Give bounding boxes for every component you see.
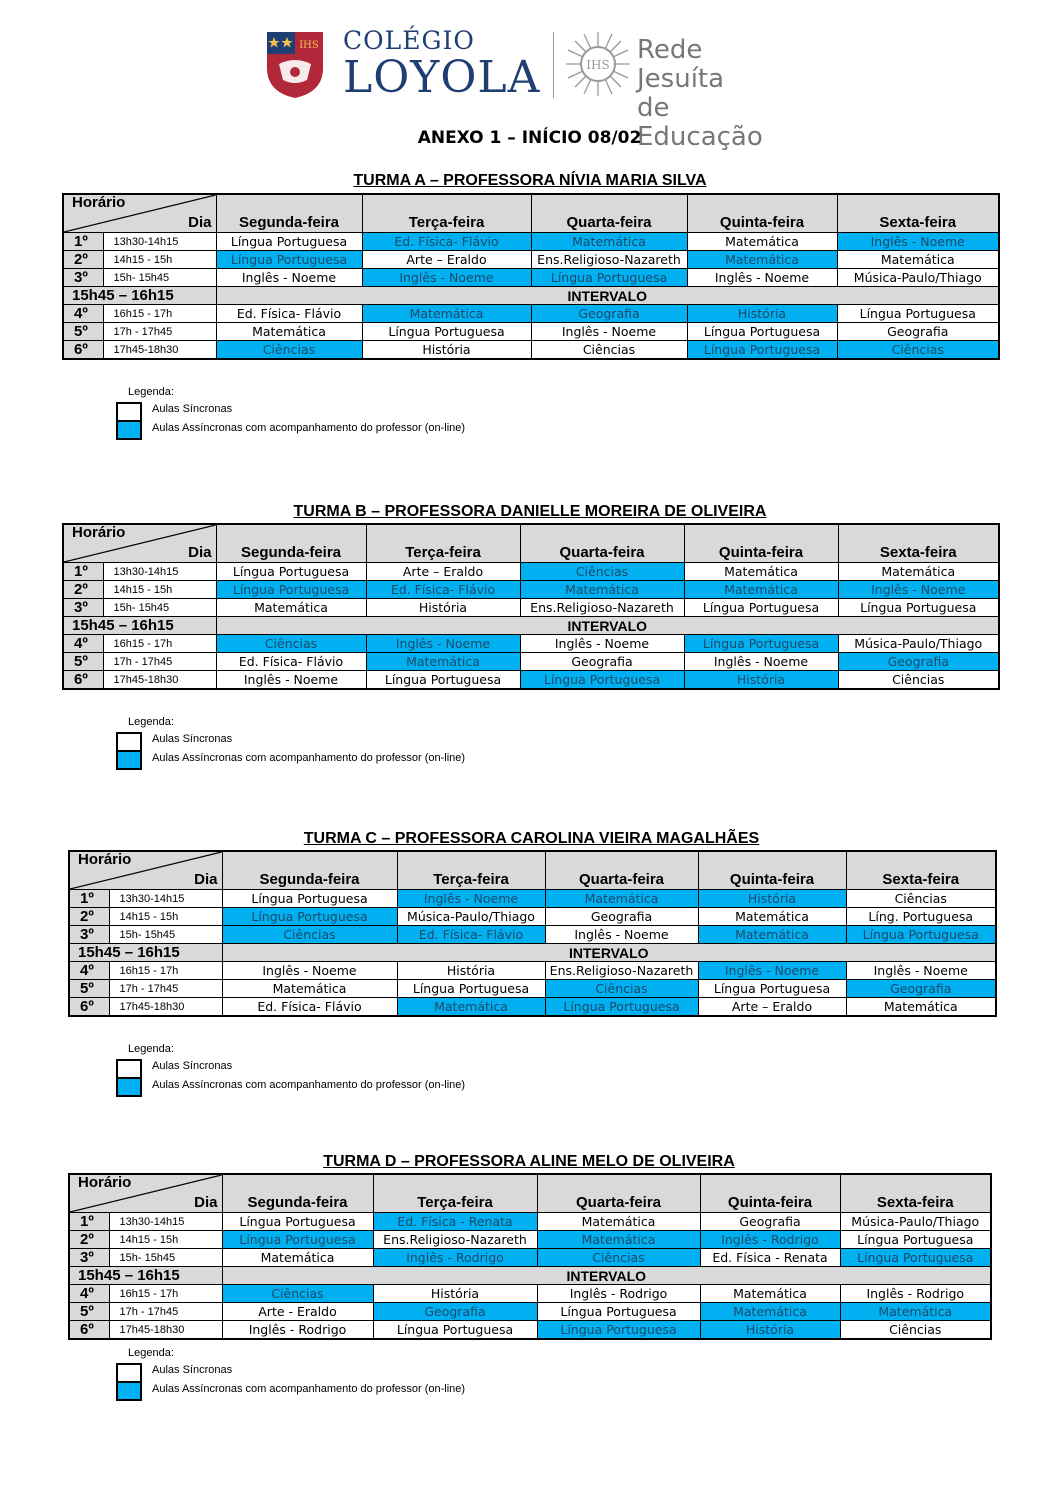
async-class-cell: Inglês - Noeme	[837, 233, 999, 251]
network-line1: Rede Jesuíta	[637, 35, 725, 94]
class-period-row	[63, 563, 999, 581]
sync-class-cell: Matemática	[684, 563, 838, 581]
async-legend-text: Aulas Assíncronas com acompanhamento do professor (on-line)	[152, 1079, 466, 1091]
sync-class-cell: Líng. Portuguesa	[846, 908, 996, 926]
day-header: Terça-feira	[373, 1174, 537, 1213]
period-number: 4º	[69, 1285, 109, 1303]
interval-time: 15h45 – 16h15	[63, 617, 216, 635]
period-time: 16h15 - 17h	[109, 1285, 222, 1303]
day-header: Segunda-feira	[216, 194, 362, 233]
sync-class-cell: Inglês - Noeme	[684, 653, 838, 671]
sync-class-cell: História	[362, 341, 531, 360]
sync-class-cell: História	[366, 599, 520, 617]
async-class-cell: História	[700, 1321, 840, 1340]
async-legend-text: Aulas Assíncronas com acompanhamento do professor (on-line)	[152, 752, 466, 764]
period-time: 14h15 - 15h	[109, 1231, 222, 1249]
period-number: 5º	[69, 1303, 109, 1321]
interval-label: INTERVALO	[222, 1267, 991, 1285]
sync-legend-text: Aulas Síncronas	[152, 403, 233, 415]
sync-class-cell: Ciências	[846, 890, 996, 908]
day-header: Quarta-feira	[531, 194, 687, 233]
sync-class-cell: Matemática	[687, 233, 837, 251]
day-header: Sexta-feira	[838, 524, 999, 563]
sync-class-cell: Ciências	[838, 671, 999, 690]
async-class-cell: Matemática	[684, 581, 838, 599]
sync-class-cell: Língua Portuguesa	[837, 305, 999, 323]
period-number: 5º	[63, 653, 103, 671]
sync-class-cell: Música-Paulo/Thiago	[837, 269, 999, 287]
sync-class-cell: Inglês - Noeme	[216, 269, 362, 287]
async-class-cell: Matemática	[397, 998, 545, 1017]
async-class-cell: Inglês - Noeme	[838, 581, 999, 599]
sync-class-cell: Matemática	[216, 323, 362, 341]
sync-class-cell: Arte – Eraldo	[362, 251, 531, 269]
sync-class-cell: Língua Portuguesa	[222, 890, 397, 908]
period-number: 2º	[69, 908, 109, 926]
sync-class-cell: Ed. Física - Renata	[700, 1249, 840, 1267]
period-number: 5º	[63, 323, 103, 341]
sync-class-cell: Ed. Física- Flávio	[216, 653, 366, 671]
period-time: 14h15 - 15h	[109, 908, 222, 926]
async-class-cell: Ciências	[222, 1285, 373, 1303]
interval-row	[69, 1267, 991, 1285]
period-time: 16h15 - 17h	[103, 305, 216, 323]
jesuit-sun-icon	[564, 30, 632, 98]
sync-class-cell: Ens.Religioso-Nazareth	[520, 599, 684, 617]
async-class-cell: Ciências	[837, 341, 999, 360]
sync-class-cell: Inglês - Noeme	[687, 269, 837, 287]
day-header: Segunda-feira	[216, 524, 366, 563]
period-time: 17h - 17h45	[109, 980, 222, 998]
period-time: 14h15 - 15h	[103, 581, 216, 599]
document-title: ANEXO 1 – INÍCIO 08/02	[417, 128, 642, 148]
async-class-cell: Língua Portuguesa	[545, 998, 698, 1017]
async-class-cell: Ciências	[520, 563, 684, 581]
sync-class-cell: Arte - Eraldo	[222, 1303, 373, 1321]
day-header: Terça-feira	[362, 194, 531, 233]
period-number: 3º	[69, 926, 109, 944]
period-time: 13h30-14h15	[103, 233, 216, 251]
sync-class-cell: Ed. Física- Flávio	[216, 305, 362, 323]
school-name	[343, 26, 541, 103]
sync-class-cell: Matemática	[222, 980, 397, 998]
async-class-cell: Matemática	[840, 1303, 991, 1321]
sync-class-cell: Inglês - Rodrigo	[537, 1285, 700, 1303]
async-class-cell: Língua Portuguesa	[684, 635, 838, 653]
period-number: 1º	[63, 233, 103, 251]
sync-swatch	[116, 732, 142, 752]
day-header: Quinta-feira	[700, 1174, 840, 1213]
period-time: 17h - 17h45	[109, 1303, 222, 1321]
class-period-row	[69, 980, 996, 998]
period-number: 6º	[63, 671, 103, 690]
period-time: 17h - 17h45	[103, 653, 216, 671]
interval-row	[63, 287, 999, 305]
async-class-cell: Matemática	[687, 251, 837, 269]
async-swatch	[116, 750, 142, 770]
async-class-cell: Língua Portuguesa	[222, 908, 397, 926]
async-class-cell: Língua Portuguesa	[520, 671, 684, 690]
legend-title: Legenda:	[128, 1347, 174, 1359]
sync-class-cell: Ens.Religioso-Nazareth	[545, 962, 698, 980]
horario-dia-corner	[69, 1174, 222, 1213]
async-swatch	[116, 420, 142, 440]
day-header: Segunda-feira	[222, 1174, 373, 1213]
day-header: Quarta-feira	[520, 524, 684, 563]
legend-title: Legenda:	[128, 386, 174, 398]
horario-dia-corner	[69, 851, 222, 890]
sync-class-cell: Língua Portuguesa	[362, 323, 531, 341]
turma-title: TURMA A – PROFESSORA NÍVIA MARIA SILVA	[353, 172, 707, 189]
horario-dia-corner	[63, 194, 216, 233]
sync-legend-text: Aulas Síncronas	[152, 733, 233, 745]
sync-class-cell: Inglês - Noeme	[520, 635, 684, 653]
sync-class-cell: Ciências	[531, 341, 687, 360]
day-header: Quarta-feira	[537, 1174, 700, 1213]
class-period-row	[69, 890, 996, 908]
day-header: Sexta-feira	[840, 1174, 991, 1213]
interval-time: 15h45 – 16h15	[63, 287, 216, 305]
async-class-cell: Língua Portuguesa	[216, 251, 362, 269]
period-time: 17h45-18h30	[109, 1321, 222, 1340]
period-number: 6º	[63, 341, 103, 360]
horario-label: Horário	[78, 851, 132, 868]
sync-class-cell: Música-Paulo/Thiago	[397, 908, 545, 926]
sync-class-cell: Inglês - Noeme	[216, 671, 366, 690]
shield-crest-icon	[265, 30, 325, 100]
schedule-table	[68, 1173, 992, 1340]
dia-label: Dia	[194, 871, 218, 888]
period-time: 15h- 15h45	[109, 926, 222, 944]
header-row	[69, 1174, 991, 1213]
async-class-cell: Língua Portuguesa	[687, 341, 837, 360]
period-number: 3º	[69, 1249, 109, 1267]
async-class-cell: Matemática	[531, 233, 687, 251]
schedule-table	[68, 850, 997, 1017]
sync-class-cell: Matemática	[698, 908, 846, 926]
sync-class-cell: Língua Portuguesa	[838, 599, 999, 617]
async-class-cell: Matemática	[366, 653, 520, 671]
async-class-cell: Língua Portuguesa	[531, 269, 687, 287]
sync-class-cell: Língua Portuguesa	[366, 671, 520, 690]
sync-swatch	[116, 1059, 142, 1079]
schedule-table	[62, 523, 1000, 690]
class-period-row	[69, 962, 996, 980]
interval-time: 15h45 – 16h15	[69, 944, 222, 962]
sync-class-cell: Ens.Religioso-Nazareth	[373, 1231, 537, 1249]
async-class-cell: Inglês - Rodrigo	[373, 1249, 537, 1267]
class-period-row	[63, 269, 999, 287]
horario-label: Horário	[72, 524, 126, 541]
async-class-cell: Ciências	[216, 341, 362, 360]
async-class-cell: História	[684, 671, 838, 690]
sync-class-cell: Língua Portuguesa	[222, 1213, 373, 1231]
sync-class-cell: Língua Portuguesa	[537, 1303, 700, 1321]
interval-label: INTERVALO	[216, 617, 999, 635]
sync-class-cell: Inglês - Noeme	[531, 323, 687, 341]
async-class-cell: Língua Portuguesa	[846, 926, 996, 944]
day-header: Terça-feira	[397, 851, 545, 890]
class-period-row	[69, 1303, 991, 1321]
class-period-row	[69, 926, 996, 944]
period-number: 4º	[69, 962, 109, 980]
period-number: 6º	[69, 1321, 109, 1340]
header-row	[69, 851, 996, 890]
period-number: 6º	[69, 998, 109, 1017]
period-time: 16h15 - 17h	[109, 962, 222, 980]
async-legend-text: Aulas Assíncronas com acompanhamento do professor (on-line)	[152, 1383, 466, 1395]
sync-class-cell: Língua Portuguesa	[687, 323, 837, 341]
class-period-row	[63, 251, 999, 269]
async-class-cell: Ciências	[216, 635, 366, 653]
class-period-row	[69, 1231, 991, 1249]
sync-class-cell: História	[397, 962, 545, 980]
legend-title: Legenda:	[128, 1043, 174, 1055]
sync-class-cell: Inglês - Rodrigo	[222, 1321, 373, 1340]
period-number: 2º	[63, 251, 103, 269]
horario-label: Horário	[78, 1174, 132, 1191]
dia-label: Dia	[188, 214, 212, 231]
class-period-row	[69, 1321, 991, 1340]
period-number: 1º	[69, 1213, 109, 1231]
sync-class-cell: Língua Portuguesa	[216, 233, 362, 251]
logo-line2: LOYOLA	[343, 52, 541, 103]
class-period-row	[63, 653, 999, 671]
class-period-row	[69, 1213, 991, 1231]
sync-class-cell: História	[373, 1285, 537, 1303]
period-number: 1º	[63, 563, 103, 581]
async-class-cell: Língua Portuguesa	[840, 1249, 991, 1267]
sync-swatch	[116, 402, 142, 422]
async-class-cell: Língua Portuguesa	[222, 1231, 373, 1249]
period-time: 15h- 15h45	[109, 1249, 222, 1267]
sync-class-cell: Língua Portuguesa	[684, 599, 838, 617]
class-period-row	[69, 1285, 991, 1303]
async-class-cell: Inglês - Noeme	[397, 890, 545, 908]
async-class-cell: Ed. Física- Flávio	[397, 926, 545, 944]
class-period-row	[63, 305, 999, 323]
async-class-cell: Ed. Física- Flávio	[362, 233, 531, 251]
sync-class-cell: Geografia	[520, 653, 684, 671]
class-period-row	[69, 1249, 991, 1267]
sync-class-cell: Matemática	[222, 1249, 373, 1267]
async-class-cell: Ciências	[222, 926, 397, 944]
class-period-row	[63, 233, 999, 251]
class-period-row	[69, 998, 996, 1017]
day-header: Quinta-feira	[684, 524, 838, 563]
period-time: 17h45-18h30	[109, 998, 222, 1017]
logo-line1: COLÉGIO	[343, 26, 475, 55]
async-class-cell: Inglês - Rodrigo	[700, 1231, 840, 1249]
header-row	[63, 524, 999, 563]
period-time: 13h30-14h15	[103, 563, 216, 581]
sync-class-cell: Matemática	[846, 998, 996, 1017]
svg-text:IHS: IHS	[299, 40, 319, 51]
sync-class-cell: Inglês - Rodrigo	[840, 1285, 991, 1303]
async-legend-text: Aulas Assíncronas com acompanhamento do professor (on-line)	[152, 422, 466, 434]
schedule-table	[62, 193, 1000, 360]
sync-class-cell: Inglês - Noeme	[846, 962, 996, 980]
interval-row	[63, 617, 999, 635]
async-class-cell: Ciências	[545, 980, 698, 998]
sync-class-cell: Inglês - Noeme	[545, 926, 698, 944]
day-header: Quarta-feira	[545, 851, 698, 890]
dia-label: Dia	[188, 544, 212, 561]
period-number: 2º	[63, 581, 103, 599]
sync-class-cell: Música-Paulo/Thiago	[838, 635, 999, 653]
sync-class-cell: Matemática	[700, 1285, 840, 1303]
async-class-cell: Matemática	[698, 926, 846, 944]
horario-label: Horário	[72, 194, 126, 211]
class-period-row	[63, 323, 999, 341]
sync-class-cell: Ed. Física- Flávio	[222, 998, 397, 1017]
async-class-cell: Ed. Física - Renata	[373, 1213, 537, 1231]
period-time: 17h - 17h45	[103, 323, 216, 341]
period-number: 5º	[69, 980, 109, 998]
async-class-cell: Ciências	[537, 1249, 700, 1267]
day-header: Sexta-feira	[837, 194, 999, 233]
async-class-cell: Geografia	[373, 1303, 537, 1321]
day-header: Terça-feira	[366, 524, 520, 563]
sync-class-cell: Língua Portuguesa	[216, 563, 366, 581]
sync-class-cell: Matemática	[216, 599, 366, 617]
period-time: 13h30-14h15	[109, 1213, 222, 1231]
period-number: 3º	[63, 269, 103, 287]
sync-class-cell: Arte – Eraldo	[698, 998, 846, 1017]
period-time: 17h45-18h30	[103, 341, 216, 360]
interval-label: INTERVALO	[216, 287, 999, 305]
async-class-cell: Geografia	[531, 305, 687, 323]
day-header: Sexta-feira	[846, 851, 996, 890]
period-time: 16h15 - 17h	[103, 635, 216, 653]
async-class-cell: Língua Portuguesa	[537, 1321, 700, 1340]
legend-title: Legenda:	[128, 716, 174, 728]
period-time: 15h- 15h45	[103, 599, 216, 617]
period-time: 17h45-18h30	[103, 671, 216, 690]
async-class-cell: Geografia	[846, 980, 996, 998]
sync-class-cell: Arte – Eraldo	[366, 563, 520, 581]
async-class-cell: Matemática	[545, 890, 698, 908]
class-period-row	[63, 635, 999, 653]
async-swatch	[116, 1077, 142, 1097]
async-class-cell: Inglês - Noeme	[698, 962, 846, 980]
interval-time: 15h45 – 16h15	[69, 1267, 222, 1285]
turma-title: TURMA D – PROFESSORA ALINE MELO DE OLIVEIRA	[323, 1153, 735, 1170]
async-class-cell: Geografia	[838, 653, 999, 671]
async-class-cell: História	[687, 305, 837, 323]
interval-label: INTERVALO	[222, 944, 996, 962]
async-swatch	[116, 1381, 142, 1401]
day-header: Quinta-feira	[698, 851, 846, 890]
sync-class-cell: Ens.Religioso-Nazareth	[531, 251, 687, 269]
async-class-cell: Inglês - Noeme	[366, 635, 520, 653]
class-period-row	[63, 599, 999, 617]
turma-title: TURMA B – PROFESSORA DANIELLE MOREIRA DE OLIVEIRA	[293, 503, 767, 520]
sync-class-cell: Língua Portuguesa	[840, 1231, 991, 1249]
sync-class-cell: Língua Portuguesa	[397, 980, 545, 998]
period-time: 15h- 15h45	[103, 269, 216, 287]
period-number: 3º	[63, 599, 103, 617]
class-period-row	[69, 908, 996, 926]
class-period-row	[63, 581, 999, 599]
sync-class-cell: Ciências	[840, 1321, 991, 1340]
period-number: 1º	[69, 890, 109, 908]
sync-class-cell: Geografia	[700, 1213, 840, 1231]
turma-title: TURMA C – PROFESSORA CAROLINA VIEIRA MAGALHÃES	[303, 830, 760, 847]
class-period-row	[63, 671, 999, 690]
sync-class-cell: Inglês - Noeme	[222, 962, 397, 980]
sync-legend-text: Aulas Síncronas	[152, 1060, 233, 1072]
async-class-cell: Ed. Física- Flávio	[366, 581, 520, 599]
period-time: 13h30-14h15	[109, 890, 222, 908]
async-class-cell: Inglês - Noeme	[362, 269, 531, 287]
period-number: 4º	[63, 635, 103, 653]
sync-class-cell: Língua Portuguesa	[698, 980, 846, 998]
sync-legend-text: Aulas Síncronas	[152, 1364, 233, 1376]
interval-row	[69, 944, 996, 962]
async-class-cell: Matemática	[537, 1231, 700, 1249]
sync-swatch	[116, 1363, 142, 1383]
async-class-cell: Matemática	[700, 1303, 840, 1321]
sync-class-cell: Língua Portuguesa	[373, 1321, 537, 1340]
async-class-cell: Língua Portuguesa	[216, 581, 366, 599]
network-line2: de Educação	[637, 93, 763, 152]
horario-dia-corner	[63, 524, 216, 563]
period-number: 4º	[63, 305, 103, 323]
header-row	[63, 194, 999, 233]
period-number: 2º	[69, 1231, 109, 1249]
async-class-cell: Matemática	[362, 305, 531, 323]
async-class-cell: Matemática	[520, 581, 684, 599]
async-class-cell: História	[698, 890, 846, 908]
class-period-row	[63, 341, 999, 360]
logo-divider	[553, 32, 554, 98]
sync-class-cell: Geografia	[545, 908, 698, 926]
sync-class-cell: Música-Paulo/Thiago	[840, 1213, 991, 1231]
sync-class-cell: Matemática	[838, 563, 999, 581]
sync-class-cell: Matemática	[537, 1213, 700, 1231]
sync-class-cell: Geografia	[837, 323, 999, 341]
period-time: 14h15 - 15h	[103, 251, 216, 269]
day-header: Quinta-feira	[687, 194, 837, 233]
dia-label: Dia	[194, 1194, 218, 1211]
svg-text:IHS: IHS	[586, 58, 610, 72]
day-header: Segunda-feira	[222, 851, 397, 890]
sync-class-cell: Matemática	[837, 251, 999, 269]
